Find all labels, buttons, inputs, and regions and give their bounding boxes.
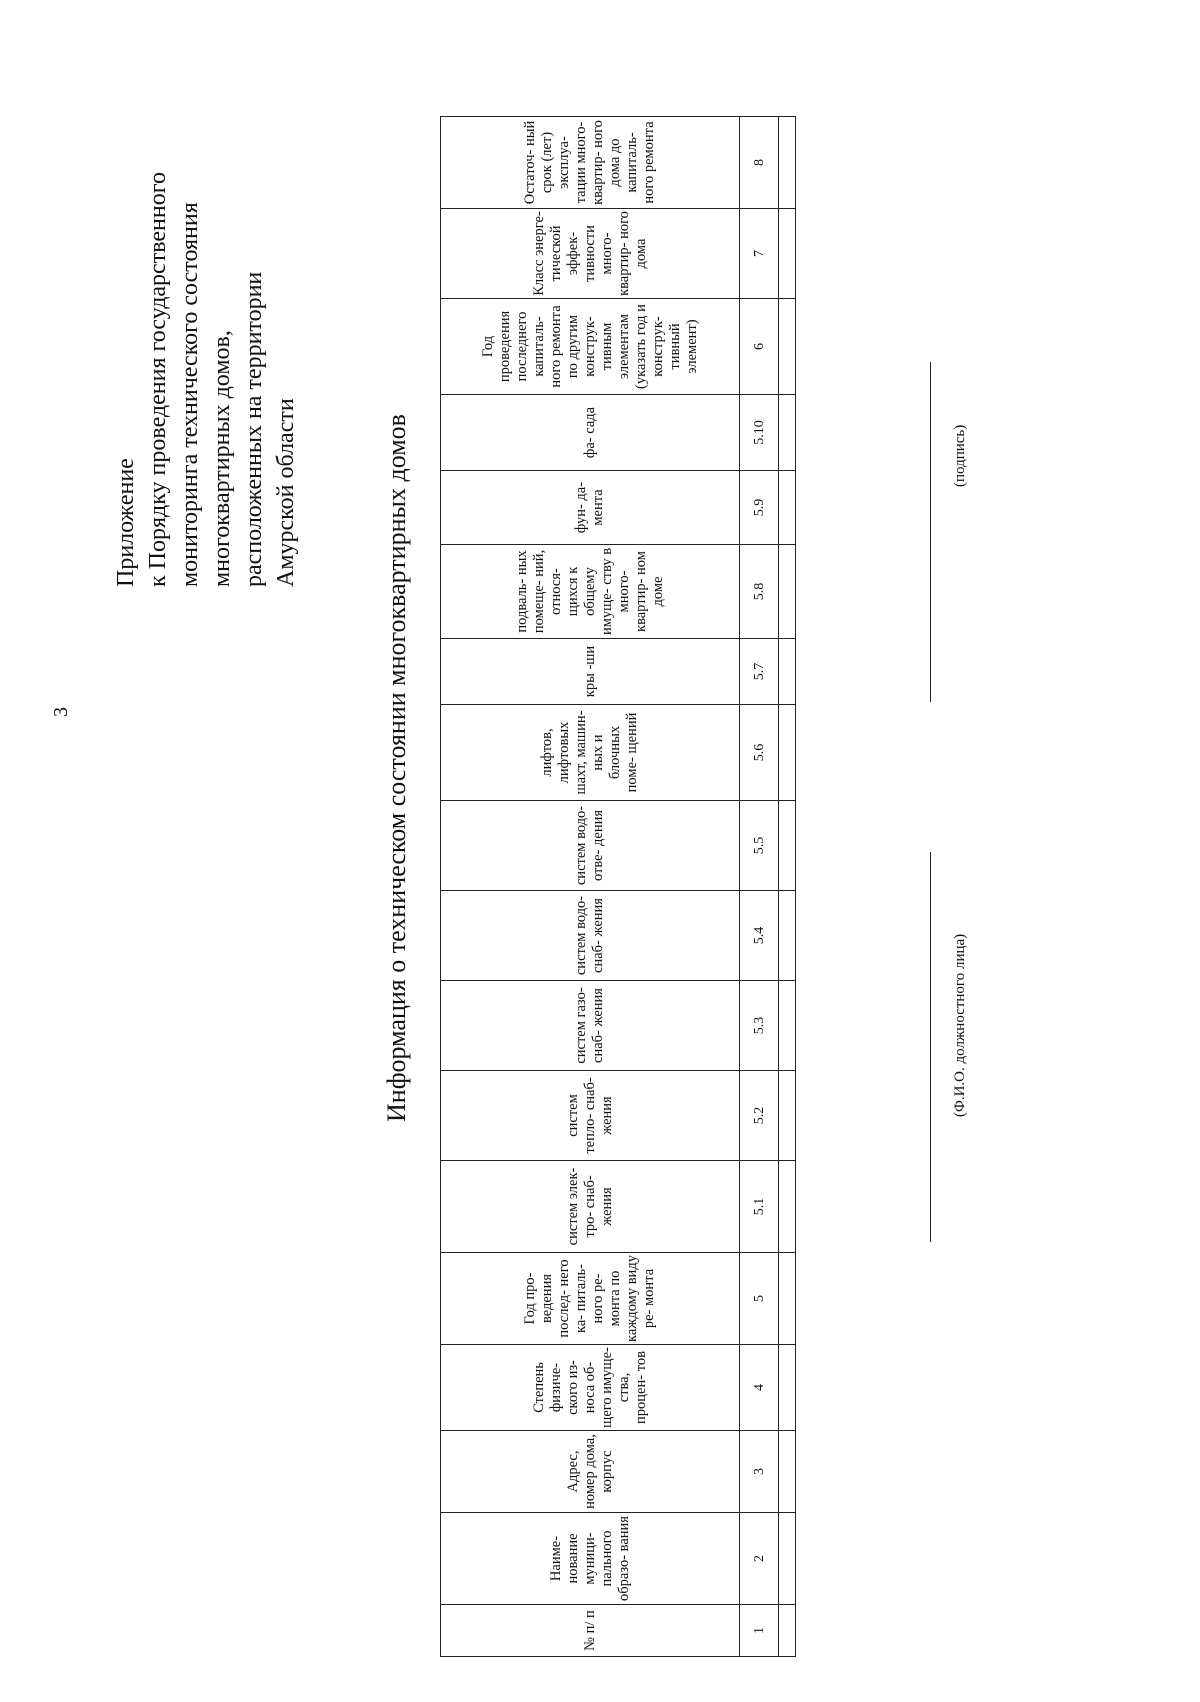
name-caption: (Ф.И.О. должностного лица) [952,933,968,1117]
header-cell: Год проведения последнего капиталь- ного ремонта по другим конструк- тивным элементам (указать год и конструк- тивный элемент) [441,299,740,395]
header-cell: систем тепло- снаб- жения [441,1071,740,1161]
column-number-cell: 4 [740,1345,779,1431]
empty-cell [779,705,796,801]
header-cell: Адрес, номер дома, корпус [441,1431,740,1513]
column-number-cell: 5.5 [740,801,779,891]
column-number-cell: 6 [740,299,779,395]
name-signature-line [930,852,931,1242]
header-cell: систем водо- снаб- жения [441,891,740,981]
empty-cell [779,299,796,395]
column-number-cell: 1 [740,1605,779,1657]
header-cell: лифтов, лифтовых шахт, машин- ных и блочных поме- щений [441,705,740,801]
column-number-cell: 5.1 [740,1161,779,1253]
header-cell: систем водо- отве- дения [441,801,740,891]
column-number-cell: 5 [740,1253,779,1345]
column-number-cell: 5.3 [740,981,779,1071]
header-cell: систем элек- тро- снаб- жения [441,1161,740,1253]
empty-cell [779,1605,796,1657]
document-title: Информация о техническом состоянии многоквартирных домов [382,414,411,1122]
appendix-line: мониторинга технического состояния [177,202,203,587]
header-cell: Год про- ведения послед- него ка- питаль- ного ре- монта по каждому виду ре- монта [441,1253,740,1345]
signature-caption: (подпись) [952,424,968,487]
appendix-line: многоквартирных домов, [209,330,235,587]
header-cell: № п/ п [441,1605,740,1657]
empty-cell [779,395,796,471]
column-number-cell: 5.10 [740,395,779,471]
header-cell: фа- сада [441,395,740,471]
header-cell: систем газо- снаб- жения [441,981,740,1071]
empty-cell [779,1253,796,1345]
column-number-cell: 5.7 [740,639,779,705]
empty-cell [779,1345,796,1431]
empty-data-row [779,117,796,1657]
column-number-cell: 3 [740,1431,779,1513]
appendix-line: к Порядку проведения государственного [145,172,171,587]
empty-cell [779,117,796,209]
column-number-cell: 8 [740,117,779,209]
header-cell: Степень физиче- ского из- носа об- щего имуще- ства, процен- тов [441,1345,740,1431]
header-cell: кры -ши [441,639,740,705]
empty-cell [779,801,796,891]
empty-cell [779,545,796,639]
empty-cell [779,1513,796,1605]
column-number-cell: 5.4 [740,891,779,981]
signature-line [930,362,931,702]
empty-cell [779,1071,796,1161]
column-number-cell: 5.2 [740,1071,779,1161]
technical-state-table [440,116,796,1657]
empty-cell [779,1431,796,1513]
empty-cell [779,1161,796,1253]
header-cell: Остаточ- ный срок (лет) эксплуа- тации много- квартир- ного дома до капиталь- ного ремонта [441,117,740,209]
appendix-line: расположенных на территории [241,271,267,587]
appendix-line: Амурской области [273,398,299,587]
column-number-cell: 5.9 [740,471,779,545]
empty-cell [779,209,796,299]
header-cell: подваль- ных помеще- ний, относя- щихся к общему имуще- ству в много- квартир- ном доме [441,545,740,639]
column-number-cell: 5.6 [740,705,779,801]
empty-cell [779,981,796,1071]
column-number-cell: 5.8 [740,545,779,639]
column-number-row [740,117,779,1657]
empty-cell [779,639,796,705]
header-cell: Класс энерге- тической эффек- тивности много- квартир- ного дома [441,209,740,299]
empty-cell [779,471,796,545]
header-cell: фун- да- мента [441,471,740,545]
empty-cell [779,891,796,981]
appendix-line: Приложение [113,458,139,587]
header-row [441,117,740,1657]
appendix-block [110,172,302,587]
column-number-cell: 7 [740,209,779,299]
header-cell: Наиме- нование муници- пального образо- вания [441,1513,740,1605]
column-number-cell: 2 [740,1513,779,1605]
page-number: 3 [50,707,72,717]
